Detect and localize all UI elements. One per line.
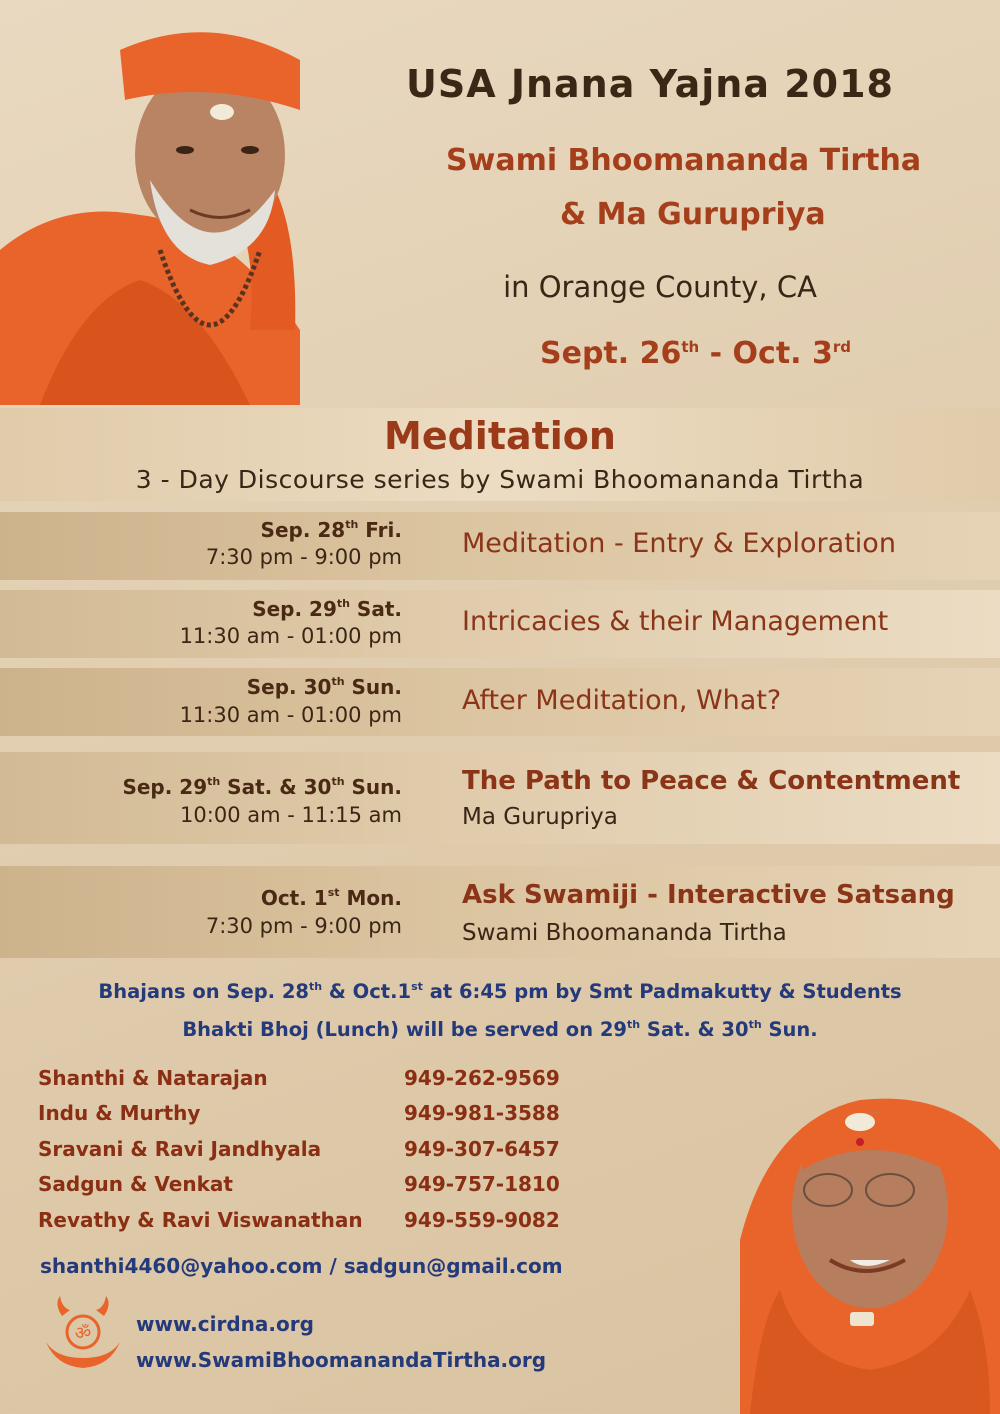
speaker-2: & Ma Gurupriya bbox=[560, 197, 826, 232]
session-speaker: Swami Bhoomananda Tirtha bbox=[462, 920, 787, 946]
speaker-1: Swami Bhoomananda Tirtha bbox=[446, 143, 922, 178]
svg-text:ॐ: ॐ bbox=[74, 1323, 92, 1344]
contact-name: Revathy & Ravi Viswanathan bbox=[38, 1208, 363, 1232]
contact-name: Indu & Murthy bbox=[38, 1101, 201, 1125]
session-time: 10:00 am - 11:15 am bbox=[180, 803, 402, 827]
contact-name: Sadgun & Venkat bbox=[38, 1172, 233, 1196]
session-date: Sep. 28th Fri. bbox=[260, 518, 402, 542]
section-title: Meditation bbox=[384, 414, 616, 458]
session-date: Oct. 1st Mon. bbox=[260, 886, 402, 910]
session-topic: Ask Swamiji - Interactive Satsang bbox=[462, 880, 955, 910]
om-hands-logo-icon bbox=[40, 1296, 126, 1376]
contact-phone: 949-559-9082 bbox=[404, 1208, 560, 1232]
session-topic: Meditation - Entry & Exploration bbox=[462, 528, 896, 559]
website-link[interactable]: www.SwamiBhoomanandaTirtha.org bbox=[136, 1348, 547, 1372]
session-date: Sep. 29th Sat. & 30th Sun. bbox=[122, 775, 402, 799]
contact-phone: 949-981-3588 bbox=[404, 1101, 560, 1125]
session-time: 7:30 pm - 9:00 pm bbox=[205, 914, 402, 938]
event-dates: Sept. 26th - Oct. 3rd bbox=[540, 336, 852, 371]
event-location: in Orange County, CA bbox=[503, 270, 817, 304]
session-date: Sep. 29th Sat. bbox=[252, 597, 402, 621]
session-topic: Intricacies & their Management bbox=[462, 606, 889, 637]
contact-phone: 949-307-6457 bbox=[404, 1137, 560, 1161]
gurupriya-photo bbox=[740, 1060, 1000, 1414]
session-topic: After Meditation, What? bbox=[462, 685, 782, 716]
speakers bbox=[446, 134, 921, 242]
lunch-note: Bhakti Bhoj (Lunch) will be served on 29th Sat. & 30th Sun. bbox=[182, 1018, 818, 1041]
section-subtitle: 3 - Day Discourse series by Swami Bhoomananda Tirtha bbox=[135, 465, 865, 494]
contact-phone: 949-757-1810 bbox=[404, 1172, 560, 1196]
contact-name: Shanthi & Natarajan bbox=[38, 1066, 268, 1090]
contact-emails[interactable]: shanthi4460@yahoo.com / sadgun@gmail.com bbox=[40, 1254, 563, 1278]
session-date: Sep. 30th Sun. bbox=[246, 675, 402, 699]
session-time: 11:30 am - 01:00 pm bbox=[179, 624, 402, 648]
event-title: USA Jnana Yajna 2018 bbox=[405, 62, 894, 106]
session-time: 11:30 am - 01:00 pm bbox=[179, 703, 402, 727]
contact-phone: 949-262-9569 bbox=[404, 1066, 560, 1090]
bhajans-note: Bhajans on Sep. 28th & Oct.1st at 6:45 pm by Smt Padmakutty & Students bbox=[98, 980, 902, 1003]
contact-name: Sravani & Ravi Jandhyala bbox=[38, 1137, 322, 1161]
session-speaker: Ma Gurupriya bbox=[462, 804, 618, 830]
website-link[interactable]: www.cirdna.org bbox=[136, 1312, 314, 1336]
swami-photo bbox=[0, 0, 300, 405]
session-time: 7:30 pm - 9:00 pm bbox=[205, 545, 402, 569]
session-topic: The Path to Peace & Contentment bbox=[462, 766, 961, 796]
